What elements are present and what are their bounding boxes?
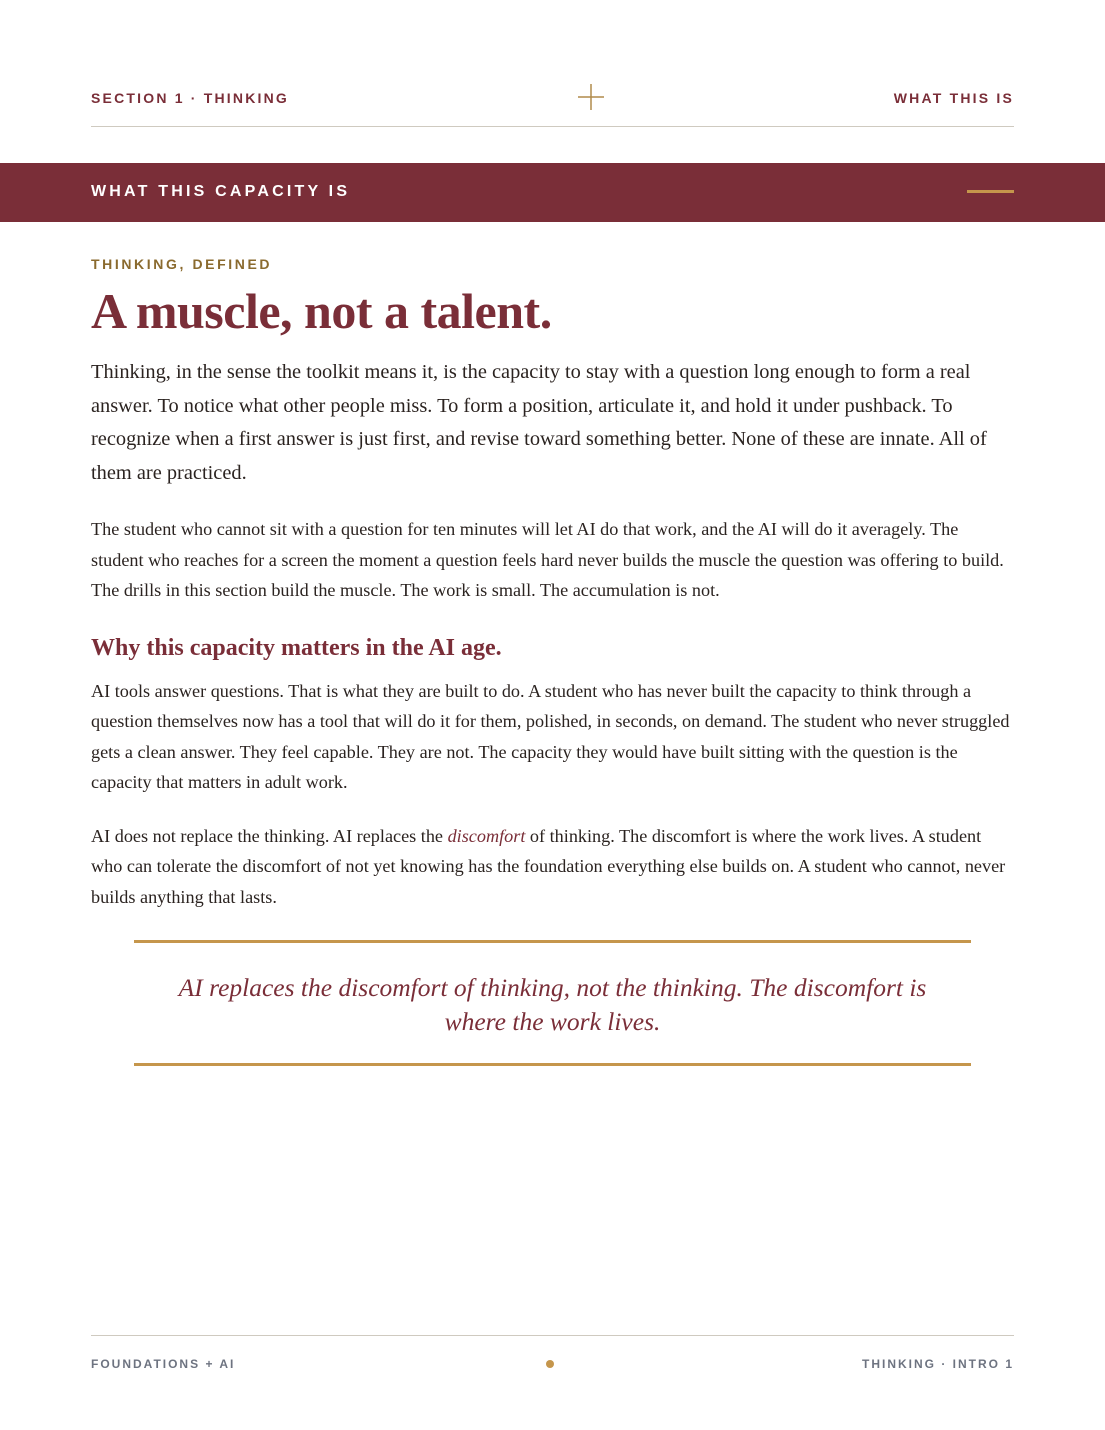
- pull-quote-text: AI replaces the discomfort of thinking, not the thinking. The discomfort is where the work lives.: [178, 973, 927, 1036]
- subheading: Why this capacity matters in the AI age.: [91, 634, 502, 661]
- body-paragraph-3: [91, 821, 1014, 913]
- pull-quote: [134, 940, 971, 1066]
- page-header: [91, 82, 1014, 127]
- page-footer: [91, 1335, 1014, 1376]
- band-title: WHAT THIS CAPACITY IS: [91, 183, 351, 200]
- band-rule: [967, 190, 1014, 193]
- main-content: [91, 256, 1014, 912]
- lead-paragraph: Thinking, in the sense the toolkit means it, is the capacity to stay with a question long enough to form a real answer. To notice what other people miss. To form a position, articulate it, and hold it under pushback. To recognize when a first answer is just first, and revise toward something better. None of these are innate. All of them are practiced.: [91, 361, 987, 484]
- section-label: SECTION 1 · THINKING: [91, 90, 290, 106]
- paragraph-3-text-before: AI does not replace the thinking. AI replaces the: [91, 825, 448, 846]
- footer-dot-icon: [546, 1360, 554, 1368]
- footer-page-label: THINKING · INTRO 1: [862, 1357, 1014, 1371]
- body-paragraph-2: AI tools answer questions. That is what they are built to do. A student who has never built the capacity to think through a question themselves now has a tool that will do it for them, polished, in seconds, on demand. The student who never struggled gets a clean answer. They feel capable. They are not. The capacity they would have built sitting with the question is the capacity that matters in adult work.: [91, 680, 1010, 792]
- paragraph-3-text-after: of thinking. The discomfort is where the work lives. A student who can tolerate the discomfort of not yet knowing has the foundation everything else builds on. A student who cannot, never builds anything that lasts.: [91, 825, 1006, 907]
- emphasis-discomfort: discomfort: [447, 825, 526, 846]
- kicker: THINKING, DEFINED: [91, 256, 273, 272]
- section-band: [0, 163, 1105, 222]
- plus-mark-icon: [578, 84, 604, 110]
- page-title: A muscle, not a talent.: [91, 283, 552, 339]
- footer-left-label: FOUNDATIONS + AI: [91, 1357, 236, 1371]
- page-topic-label: WHAT THIS IS: [893, 90, 1014, 106]
- body-paragraph-1: The student who cannot sit with a question for ten minutes will let AI do that work, and the AI will do it averagely. The student who reaches for a screen the moment a question feels hard never builds the muscle the question was offering to build. The drills in this section build the muscle. The work is small. The accumulation is not.: [91, 519, 1004, 600]
